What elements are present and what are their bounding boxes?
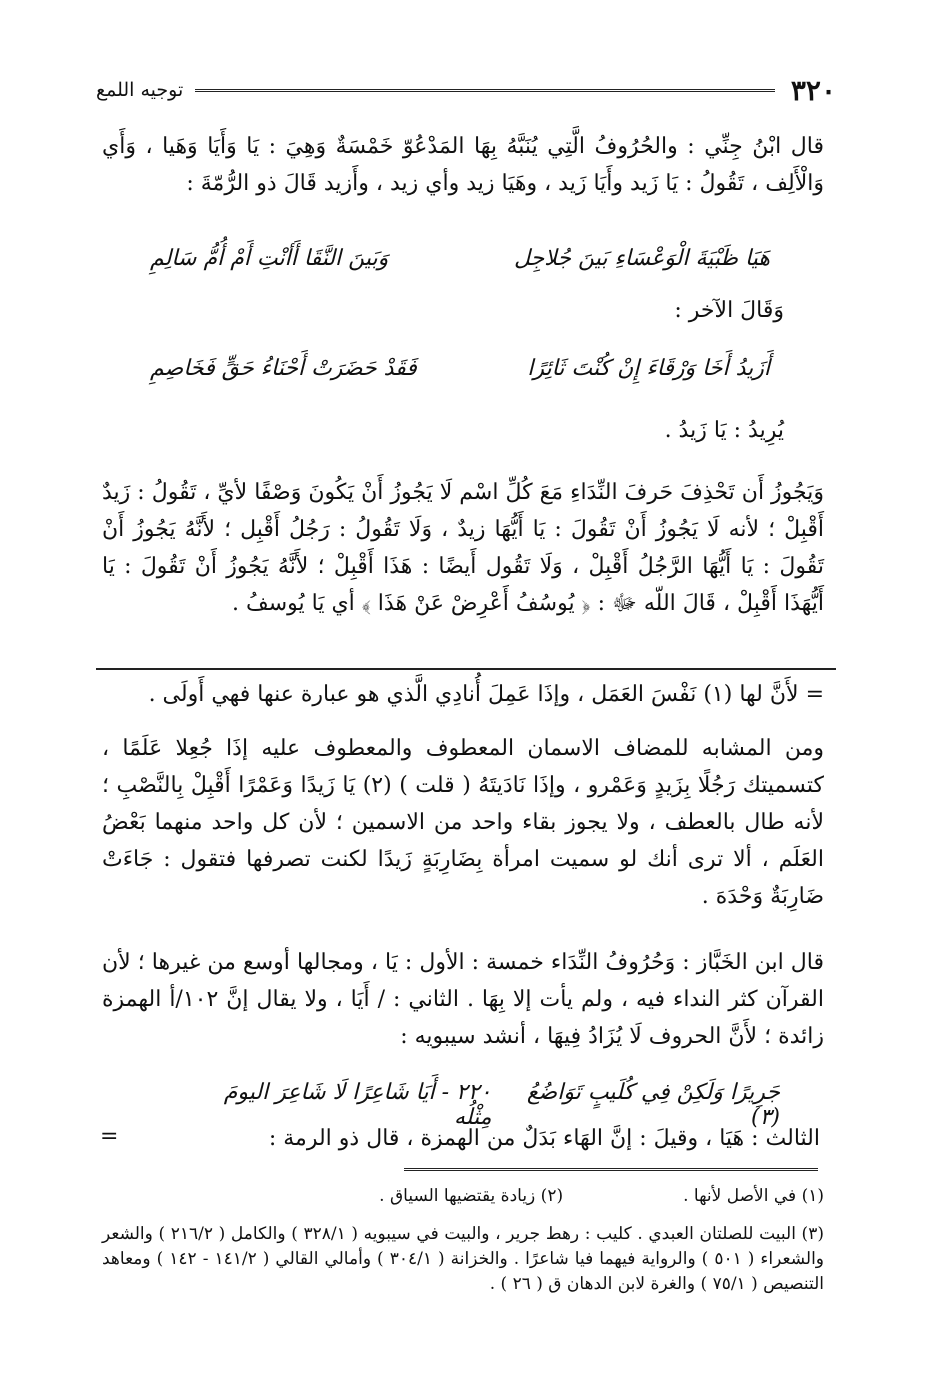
- footnotes-row-1: [102, 1186, 824, 1206]
- commentary-line-1: = لأَنَّ لها (١) نَفْسَ العَمَل ، وإذَا عَمِلَ أُنادِي الَّذي هو عبارة عنها فهي أَولَى .: [148, 682, 824, 707]
- running-title: توجيه اللمع: [96, 79, 184, 101]
- footnote-3: (٣) البيت للصلتان العبدي . كليب : رهط جرير ، والبيت في سيبويه ( ٣٢٨/١ ) والكامل ( ٢١٦/٢ ) والشعر والشعراء ( ٥٠١ ) والرواية فيهما فيا شاعرًا . والخزانة ( ٣٠٤/١ ) وأمالي القالي ( ١٤١/٢ - ١٤٢ ) ومعاهد التنصيص ( ٧٥/١ ) والغرة لابن الدهان ق ( ٢٦ ) .: [102, 1224, 824, 1294]
- footnote-2: (٢) زيادة يقتضيها السياق .: [379, 1186, 564, 1206]
- verse-1: [150, 246, 770, 271]
- verse-220: [180, 1080, 780, 1130]
- page-number: ٣٢٠: [790, 73, 836, 107]
- verse-2-second-hemistich: فَقَدْ حَضَرَتْ أَحْنَاءُ حَقٍّ فَخَاصِمِ: [150, 356, 417, 381]
- verse-220-second-hemistich: جَرِيرًا وَلَكِنْ فِي كُلَيبٍ تَوَاضُعُ (٣): [526, 1080, 780, 1130]
- verse-220-text: أَيَا شَاعِرًا لَا شَاعِرَ اليومَ مِثْلُه: [223, 1080, 492, 1130]
- continuation-mark: =: [100, 1124, 119, 1149]
- section-rule: [96, 668, 836, 670]
- verse-1-first-hemistich: هَيَا ظَبْيَةَ الْوَعْسَاءِ بَينَ جُلاجِل: [514, 246, 770, 271]
- footnote-1: (١) في الأصل لأنها .: [683, 1186, 824, 1206]
- verse-220-first-hemistich: [180, 1080, 492, 1130]
- main-paragraph-1: قال ابْنُ جِنِّي : والحُرُوفُ الَّتِي يُنَبَّهُ بِهَا المَدْعُوّ خَمْسَةٌ وَهِيَ : يَا وَأَيَا وَهَيا ، وَأَي وَالْأَلِف ، تَقُولُ : يَا زَيد وأَيَا زَيد ، وهَيَا زيد وأي زيد ، وأَزيد قَالَ ذو الرُّمّةَ :: [102, 134, 824, 196]
- commentary-paragraph-2: ومن المشابه للمضاف الاسمان المعطوف والمعطوف عليه إذَا جُعِلا عَلَمًا ، كتسميتك رَجُلًا بِزَيدٍ وَعَمْرو ، وإذَا نَادَيتَهُ ( قلت ) (٢) يَا زَيدًا وَعَمْرًا أَقْبِلْ بِالنَّصْبِ ؛ لأنه طال بالعطف ، ولا يجوز بقاء واحد من الاسمين ؛ لأن كل واحد منهما بَعْضُ العَلَم ، ألا ترى أنك لو سميت امرأة بِضَارِبَةٍ زَيدًا لكنت تصرفها فتقول : جَاءَتْ ضَارِبَةٌ وَحْدَهَ .: [102, 736, 824, 909]
- footnote-rule: [404, 1168, 818, 1171]
- verse-1-second-hemistich: وَبَينَ النَّقَا أَأنْتِ أَمْ أُمُّ سَالِمِ: [150, 246, 389, 271]
- commentary-paragraph-3: قال ابن الخَبَّاز : وَحُرُوفُ النِّدَاء خمسة : الأول : يَا ، ومجالها أوسع من غيرها ؛ لأن القرآن كثر النداء فيه ، ولم يأت إلا بِهَا . الثاني : / أَيَا ، ولا يقال إنَّ ١٠٢/أ الهمزة زائدة ؛ لأَنَّ الحروف لَا يُزَادُ فِيهَا ، أنشد سيبويه :: [102, 950, 824, 1049]
- verse-2-first-hemistich: أَزَيدُ أَخَا وَرْقَاءَ إِنْ كُنْتَ ثَائِرًا: [527, 356, 770, 381]
- verse-2: [150, 356, 770, 381]
- header-rule: [195, 89, 775, 92]
- yurid-line: يُرِيدُ : يَا زَيدُ .: [664, 418, 784, 443]
- label-other-poet: وَقَالَ الآخر :: [674, 298, 784, 323]
- main-paragraph-2: وَيَجُوزُ أَن تَحْذِفَ حَرفَ النِّدَاءِ مَعَ كُلِّ اسْم لَا يَجُوزُ أَنْ يَكُونَ وَصْفًا لأيِّ ، تَقُولُ : زَيدٌ أَقْبِلْ ؛ لأنه لَا يَجُوزُ أَنْ تَقُولَ : يَا أَيُّهَا زيدٌ ، وَلَا تَقُولُ : رَجُلُ أَقْبِل ؛ لأَنَّهُ يَجُوزُ أَنْ تَقُولَ : يَا أَيُّهَا الرَّجُلُ أَقْبِلْ ، وَلَا تَقُول أَيضًا : هَذَا أَقْبِلْ ؛ لأَنَّهُ يَجُوزُ أَنْ تَقُولَ : يَا أَيُّهَذَا أَقْبِلْ ، قَالَ اللّه ﷻ : ﴿ يُوسُفُ أَعْرِضْ عَنْ هَذَا ﴾ أي يَا يُوسفُ .: [102, 480, 824, 616]
- verse-number: ٢٢٠ -: [441, 1080, 492, 1105]
- page-header: [96, 72, 836, 108]
- commentary-line-4: الثالث : هَيَا ، وقيلَ : إنَّ الهَاء بَدَلٌ من الهمزة ، قال ذو الرمة :: [268, 1126, 820, 1151]
